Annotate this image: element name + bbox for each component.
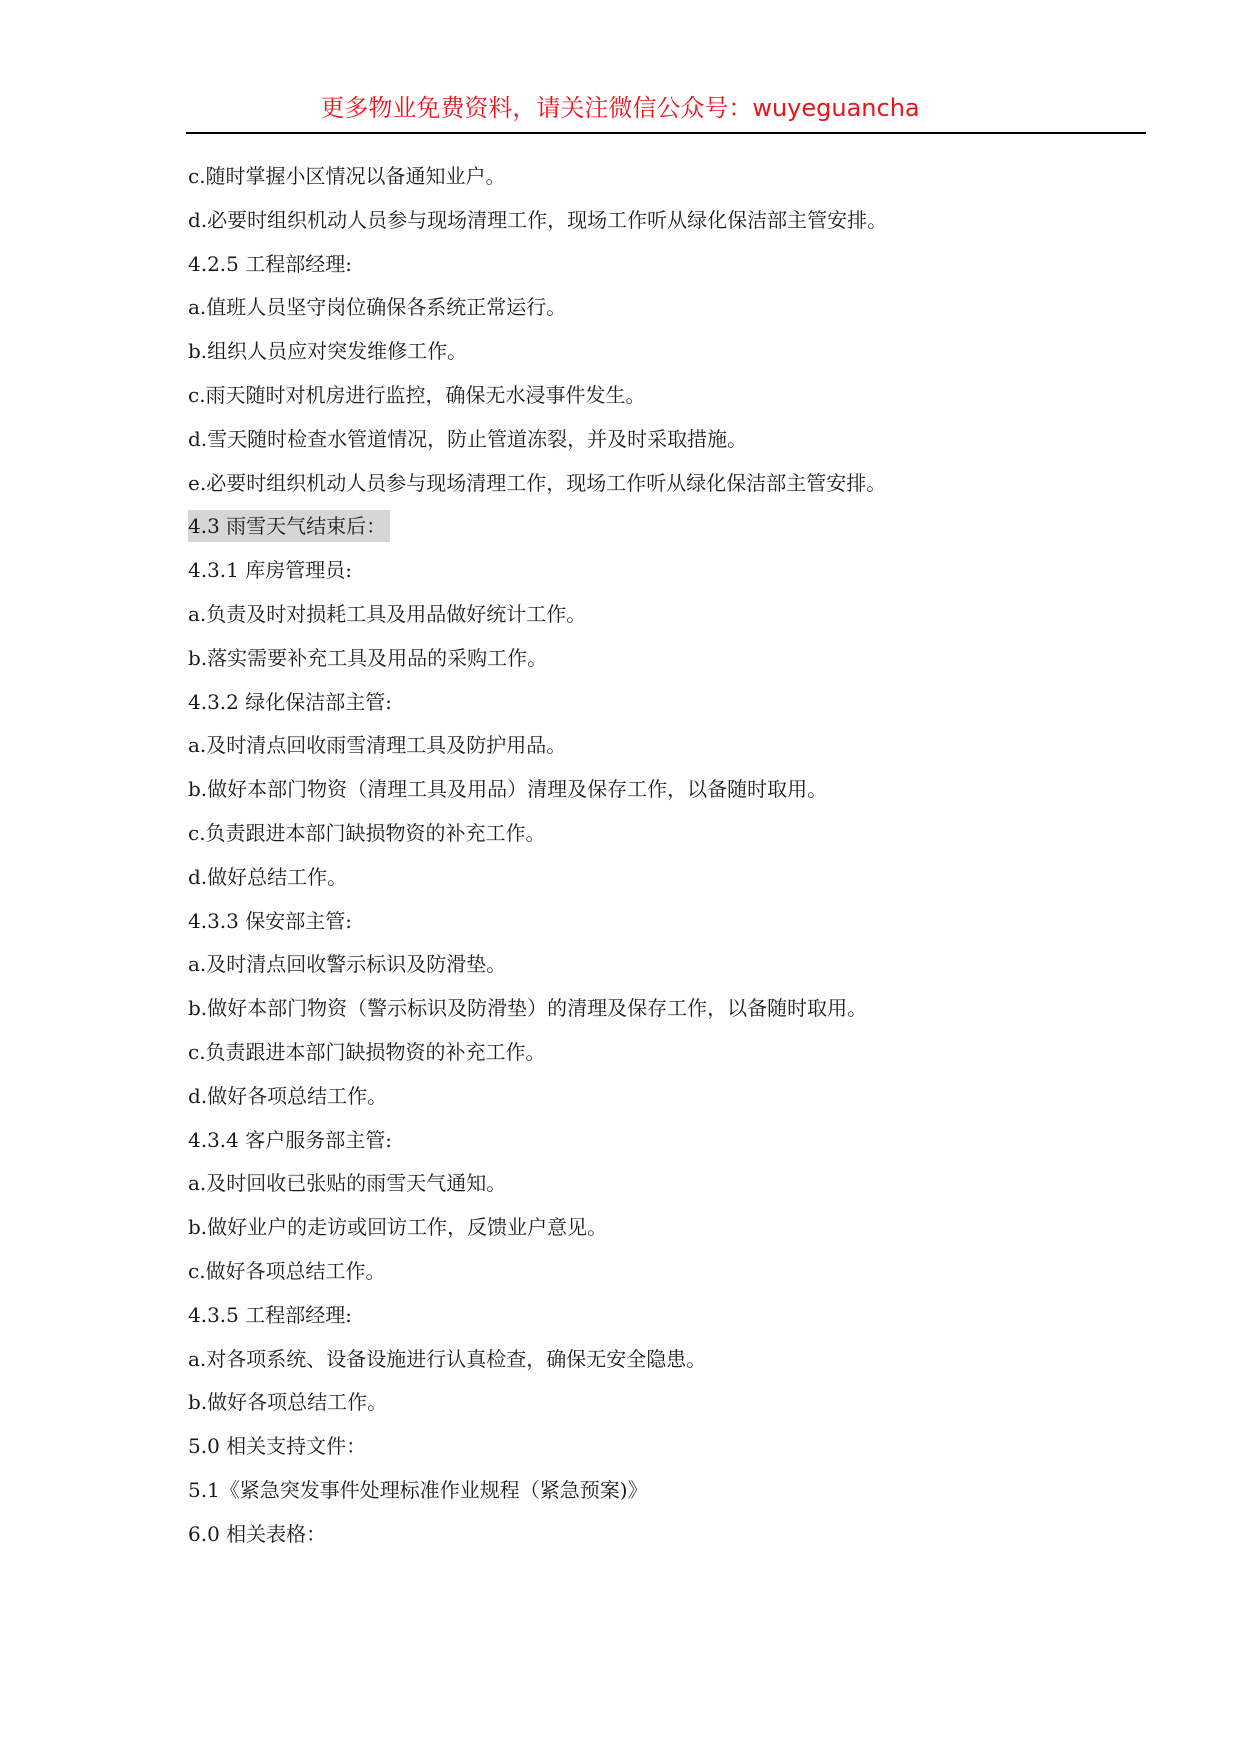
document-line-text: b.做好本部门物资（清理工具及用品）清理及保存工作，以备随时取用。 [188, 777, 828, 802]
document-body [188, 160, 1138, 1562]
document-line-text: 5.1《紧急突发事件处理标准作业规程（紧急预案)》 [188, 1477, 648, 1502]
document-line [188, 1080, 1138, 1124]
document-line-text: b.做好本部门物资（警示标识及防滑垫）的清理及保存工作，以备随时取用。 [188, 996, 868, 1021]
document-line [188, 817, 1138, 861]
document-line-text: 4.3.3 保安部主管: [188, 908, 352, 933]
document-line [188, 379, 1138, 423]
document-line [188, 204, 1138, 248]
document-line [188, 861, 1138, 905]
document-line [188, 992, 1138, 1036]
document-line-text: a.及时清点回收雨雪清理工具及防护用品。 [188, 733, 567, 758]
document-line [188, 1124, 1138, 1168]
document-line [188, 948, 1138, 992]
document-line-text: 5.0 相关支持文件： [188, 1434, 367, 1459]
header-divider [186, 132, 1146, 134]
document-line [188, 642, 1138, 686]
document-line [188, 423, 1138, 467]
document-line-text: 4.3.1 库房管理员: [188, 558, 352, 583]
document-line [188, 554, 1138, 598]
document-line-text: a.值班人员坚守岗位确保各系统正常运行。 [188, 295, 567, 320]
document-line [188, 1386, 1138, 1430]
document-line-text: d.做好各项总结工作。 [188, 1083, 388, 1108]
document-line [188, 1343, 1138, 1387]
document-line-text: 4.3.2 绿化保洁部主管: [188, 689, 392, 714]
document-line-text: 4.3 雨雪天气结束后： [188, 510, 390, 542]
document-line [188, 773, 1138, 817]
document-line-text: d.必要时组织机动人员参与现场清理工作，现场工作听从绿化保洁部主管安排。 [188, 207, 888, 232]
document-line-text: b.做好业户的走访或回访工作，反馈业户意见。 [188, 1215, 608, 1240]
document-line [188, 1518, 1138, 1562]
document-line-text: 4.3.5 工程部经理: [188, 1302, 352, 1327]
document-line [188, 729, 1138, 773]
document-line-text: a.及时回收已张贴的雨雪天气通知。 [188, 1171, 507, 1196]
document-line-text: b.做好各项总结工作。 [188, 1390, 388, 1415]
document-line [188, 467, 1138, 511]
document-line-text: a.负责及时对损耗工具及用品做好统计工作。 [188, 601, 587, 626]
document-line-text: e.必要时组织机动人员参与现场清理工作，现场工作听从绿化保洁部主管安排。 [188, 470, 887, 495]
document-line-text: c.随时掌握小区情况以备通知业户。 [188, 164, 506, 188]
document-line-text: c.负责跟进本部门缺损物资的补充工作。 [188, 820, 546, 845]
document-line-text: d.做好总结工作。 [188, 864, 348, 889]
document-line [188, 1474, 1138, 1518]
document-line [188, 160, 1138, 204]
document-line [188, 248, 1138, 292]
document-line [188, 1299, 1138, 1343]
document-line-text: b.落实需要补充工具及用品的采购工作。 [188, 645, 548, 670]
document-line [188, 1430, 1138, 1474]
document-line-text: 4.2.5 工程部经理: [188, 251, 352, 276]
document-line-text: 6.0 相关表格： [188, 1521, 327, 1546]
document-line-text: c.负责跟进本部门缺损物资的补充工作。 [188, 1039, 546, 1064]
document-line [188, 1036, 1138, 1080]
document-line-text: d.雪天随时检查水管道情况，防止管道冻裂，并及时采取措施。 [188, 426, 748, 451]
document-line [188, 335, 1138, 379]
header-banner: 更多物业免费资料，请关注微信公众号：wuyeguancha [320, 94, 920, 122]
document-line [188, 905, 1138, 949]
document-line-text: c.做好各项总结工作。 [188, 1258, 386, 1283]
document-line-text: a.对各项系统、设备设施进行认真检查，确保无安全隐患。 [188, 1346, 707, 1371]
document-line-text: b.组织人员应对突发维修工作。 [188, 339, 468, 364]
document-line-text: 4.3.4 客户服务部主管: [188, 1127, 392, 1152]
document-line [188, 598, 1138, 642]
document-line [188, 1167, 1138, 1211]
section-heading-highlighted [188, 510, 1138, 554]
document-line [188, 291, 1138, 335]
document-line-text: a.及时清点回收警示标识及防滑垫。 [188, 952, 507, 977]
document-line-text: c.雨天随时对机房进行监控，确保无水浸事件发生。 [188, 382, 646, 407]
document-line [188, 1211, 1138, 1255]
document-line [188, 686, 1138, 730]
document-line [188, 1255, 1138, 1299]
